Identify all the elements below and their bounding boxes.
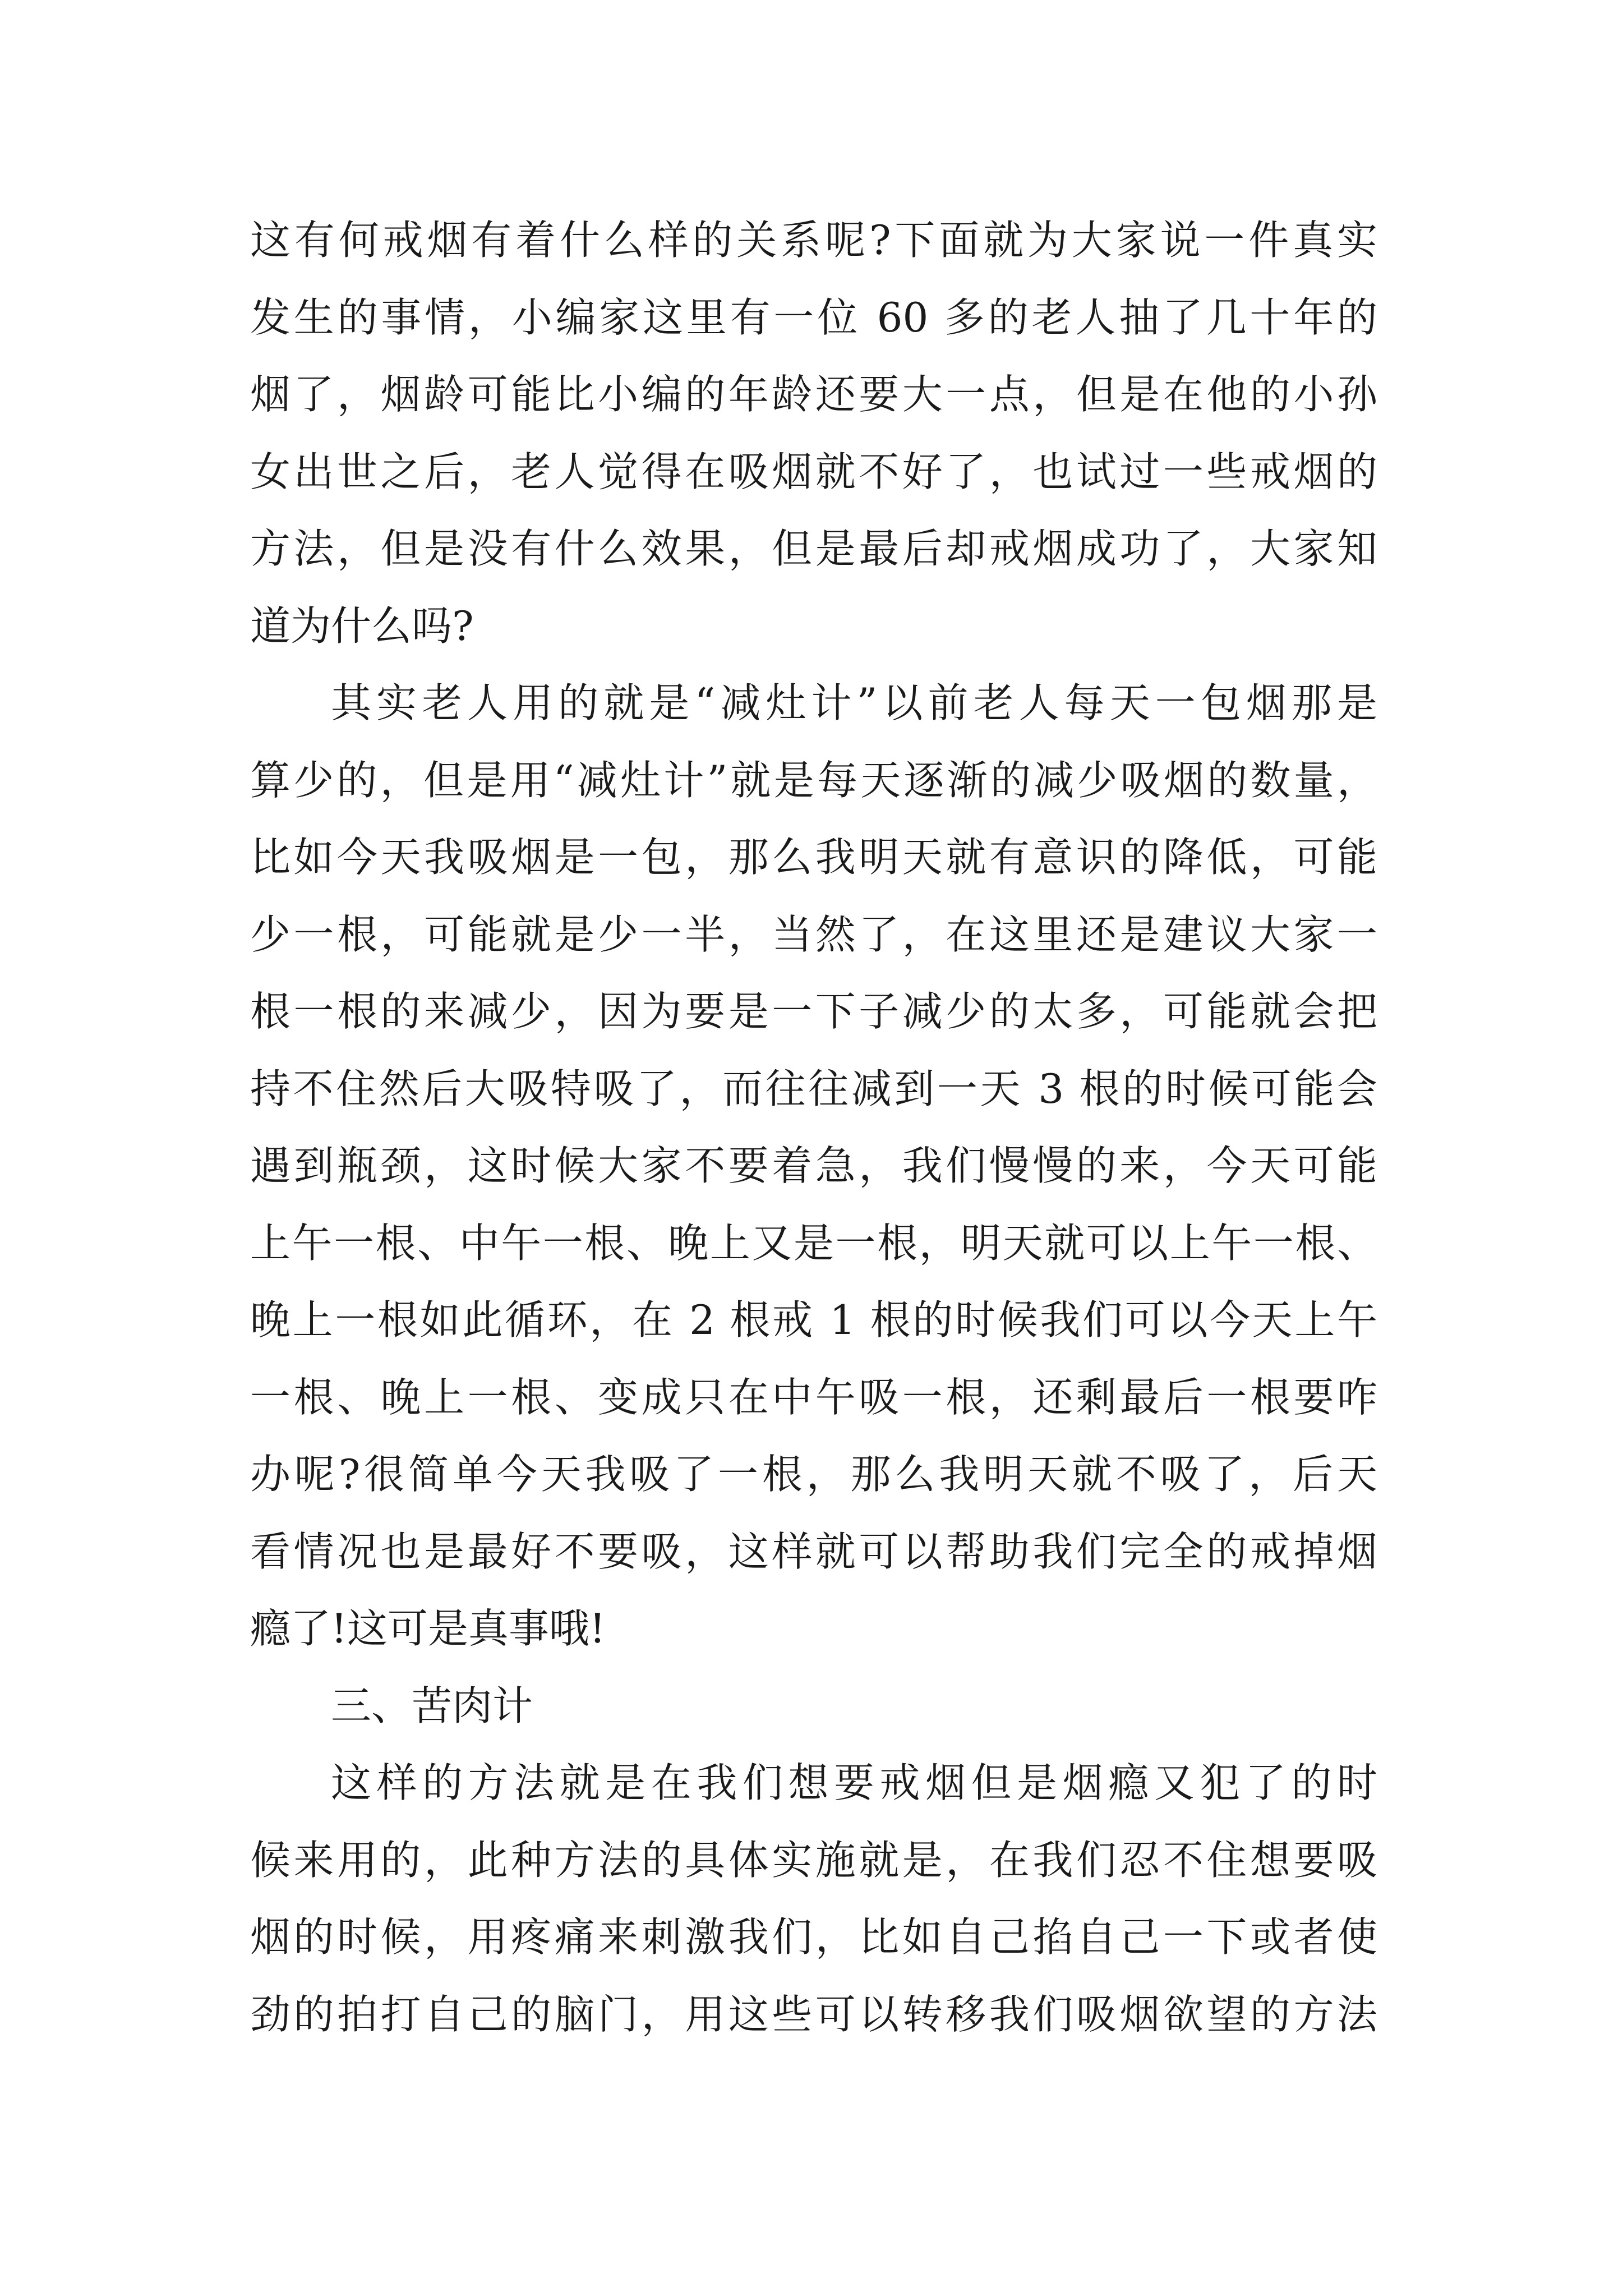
text-line: 这有何戒烟有着什么样的关系呢?下面就为大家说一件真实 xyxy=(250,217,1377,264)
text-line: 看情况也是最好不要吸，这样就可以帮助我们完全的戒掉烟 xyxy=(250,1527,1377,1575)
section-heading: 三、苦肉计 xyxy=(331,1682,533,1729)
text-line: 办呢?很简单今天我吸了一根，那么我明天就不吸了，后天 xyxy=(250,1451,1377,1498)
text-line: 晚上一根如此循环，在 2 根戒 1 根的时候我们可以今天上午 xyxy=(250,1296,1377,1343)
text-line: 上午一根、中午一根、晚上又是一根，明天就可以上午一根、 xyxy=(250,1219,1377,1267)
paragraph-first-line: 其实老人用的就是“减灶计”以前老人每天一包烟那是 xyxy=(331,679,1377,726)
text-line: 算少的，但是用“减灶计”就是每天逐渐的减少吸烟的数量， xyxy=(250,756,1377,804)
text-line: 烟了，烟龄可能比小编的年龄还要大一点，但是在他的小孙 xyxy=(250,371,1377,418)
text-line: 一根、晚上一根、变成只在中午吸一根，还剩最后一根要咋 xyxy=(250,1373,1377,1421)
text-line: 根一根的来减少，因为要是一下子减少的太多，可能就会把 xyxy=(250,988,1377,1035)
body-text xyxy=(250,202,1377,2053)
text-line: 道为什么吗? xyxy=(250,602,474,650)
text-line: 瘾了!这可是真事哦! xyxy=(250,1605,606,1652)
text-line: 方法，但是没有什么效果，但是最后却戒烟成功了，大家知 xyxy=(250,525,1377,572)
text-line: 比如今天我吸烟是一包，那么我明天就有意识的降低，可能 xyxy=(250,834,1377,881)
text-line: 劲的拍打自己的脑门，用这些可以转移我们吸烟欲望的方法 xyxy=(250,1990,1377,2038)
text-line: 候来用的，此种方法的具体实施就是，在我们忍不住想要吸 xyxy=(250,1836,1377,1884)
text-line: 发生的事情，小编家这里有一位 60 多的老人抽了几十年的 xyxy=(250,293,1377,341)
text-line: 女出世之后，老人觉得在吸烟就不好了，也试过一些戒烟的 xyxy=(250,448,1377,495)
text-line: 持不住然后大吸特吸了，而往往减到一天 3 根的时候可能会 xyxy=(250,1065,1377,1112)
text-line: 少一根，可能就是少一半，当然了，在这里还是建议大家一 xyxy=(250,910,1377,958)
text-line: 烟的时候，用疼痛来刺激我们，比如自己掐自己一下或者使 xyxy=(250,1913,1377,1961)
text-line: 遇到瓶颈，这时候大家不要着急，我们慢慢的来，今天可能 xyxy=(250,1142,1377,1189)
paragraph-first-line: 这样的方法就是在我们想要戒烟但是烟瘾又犯了的时 xyxy=(331,1759,1377,1806)
